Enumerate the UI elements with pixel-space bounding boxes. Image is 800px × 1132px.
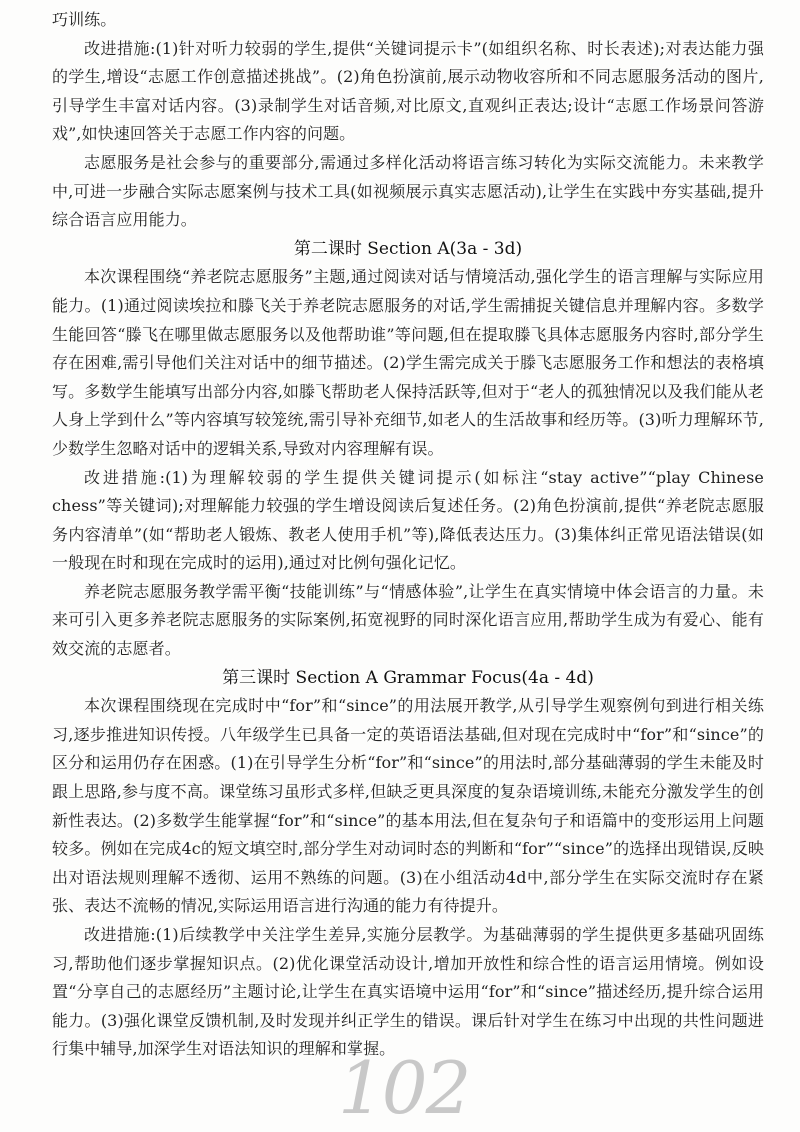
paragraph-continuation: 巧训练。 [52,10,117,29]
paragraph-volunteer-summary: 志愿服务是社会参与的重要部分,需通过多样化活动将语言练习转化为实际交流能力。未来教学中,可进一步融合实际志愿案例与技术工具(如视频展示真实志愿活动),让学生在实践中夯实基础,提升综合语言应用能力。 [52,152,764,230]
document-body [52,6,764,1064]
section-heading-lesson-2: 第二课时 Section A(3a - 3d) [293,238,523,259]
section-heading-lesson-3: 第三课时 Section A Grammar Focus(4a - 4d) [222,667,594,688]
paragraph-lesson-3-reflection: 本次课程围绕现在完成时中“for”和“since”的用法展开教学,从引导学生观察例句到进行相关练习,逐步推进知识传授。八年级学生已具备一定的英语语法基础,但对现在完成时中“for”和“since”的区分和运用仍存在困惑。(1)在引导学生分析“for”和“since”的用法时,部分基础薄弱的学生未能及时跟上思路,参与度不高。课堂练习虽形式多样,但缺乏更具深度的复杂语境训练,未能充分激发学生的创新性表达。(2)多数学生能掌握“for”和“since”的基本用法,但在复杂句子和语篇中的变形运用上问题较多。例如在完成4c的短文填空时,部分学生对动词时态的判断和“for”“since”的选择出现错误,反映出对语法规则理解不透彻、运用不熟练的问题。(3)在小组活动4d中,部分学生在实际交流时存在紧张、表达不流畅的情况,实际运用语言进行沟通的能力有待提升。 [52,696,764,916]
paragraph-lesson-2-reflection: 本次课程围绕“养老院志愿服务”主题,通过阅读对话与情境活动,强化学生的语言理解与实际应用能力。(1)通过阅读埃拉和滕飞关于养老院志愿服务的对话,学生需捕捉关键信息并理解内容。多数学生能回答“滕飞在哪里做志愿服务以及他帮助谁”等问题,但在提取滕飞具体志愿服务内容时,部分学生存在困难,需引导他们关注对话中的细节描述。(2)学生需完成关于滕飞志愿服务工作和想法的表格填写。多数学生能填写出部分内容,如滕飞帮助老人保持活跃等,但对于“老人的孤独情况以及我们能从老人身上学到什么”等内容填写较笼统,需引导补充细节,如老人的生活故事和经历等。(3)听力理解环节,少数学生忽略对话中的逻辑关系,导致对内容理解有误。 [52,267,764,458]
page-number: 102 [338,1046,470,1130]
paragraph-nursing-home-summary: 养老院志愿服务教学需平衡“技能训练”与“情感体验”,让学生在真实情境中体会语言的力量。未来可引入更多养老院志愿服务的实际案例,拓宽视野的同时深化语言应用,帮助学生成为有爱心、能有效交流的志愿者。 [52,581,764,659]
paragraph-improvement-measures-2: 改进措施:(1)为理解较弱的学生提供关键词提示(如标注“stay active”“play Chinese chess”等关键词);对理解能力较强的学生增设阅读后复述任务。(2)角色扮演前,提供“养老院志愿服务内容清单”(如“帮助老人锻炼、教老人使用手机”等),降低表达压力。(3)集体纠正常见语法错误(如一般现在时和现在完成时的运用),通过对比例句强化记忆。 [52,467,764,573]
paragraph-improvement-measures-3: 改进措施:(1)后续教学中关注学生差异,实施分层教学。为基础薄弱的学生提供更多基础巩固练习,帮助他们逐步掌握知识点。(2)优化课堂活动设计,增加开放性和综合性的语言运用情境。例如设置“分享自己的志愿经历”主题讨论,让学生在真实语境中运用“for”和“since”描述经历,提升综合运用能力。(3)强化课堂反馈机制,及时发现并纠正学生的错误。课后针对学生在练习中出现的共性问题进行集中辅导,加深学生对语法知识的理解和掌握。 [52,925,764,1059]
paragraph-improvement-measures-1: 改进措施:(1)针对听力较弱的学生,提供“关键词提示卡”(如组织名称、时长表述);对表达能力强的学生,增设“志愿工作创意描述挑战”。(2)角色扮演前,展示动物收容所和不同志愿服务活动的图片,引导学生丰富对话内容。(3)录制学生对话音频,对比原文,直观纠正表达;设计“志愿工作场景问答游戏”,如快速回答关于志愿工作内容的问题。 [52,38,764,144]
